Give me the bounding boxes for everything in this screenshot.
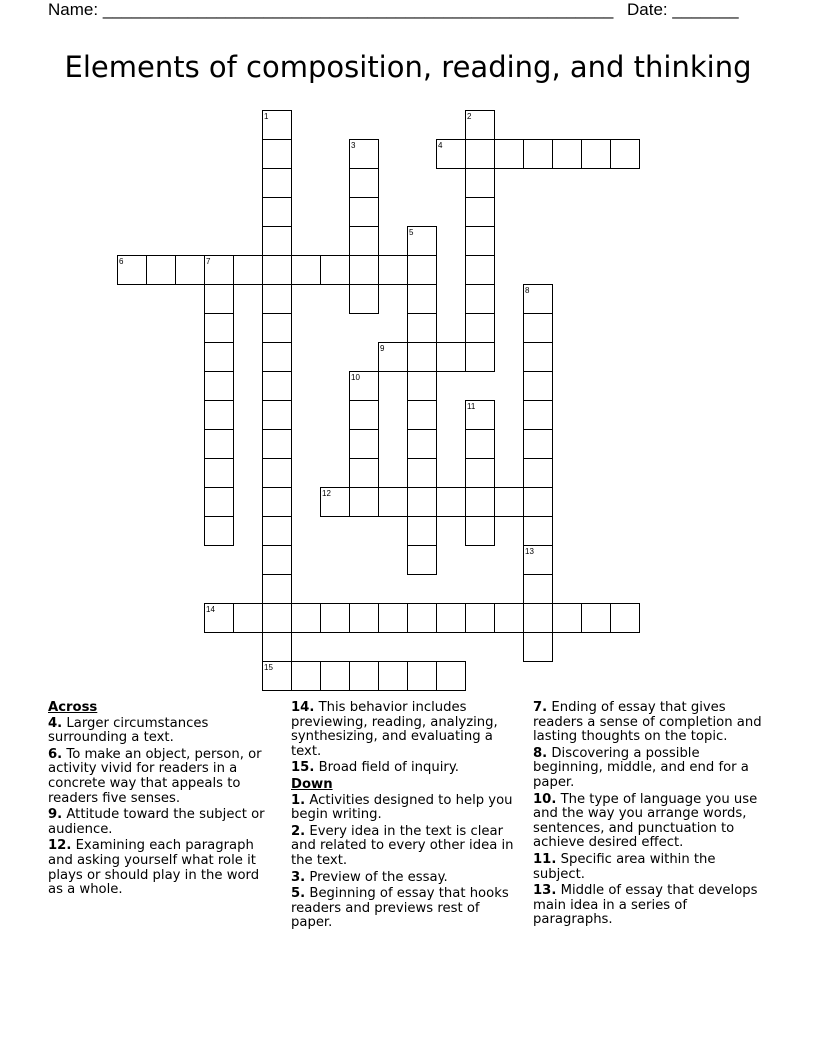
crossword-cell[interactable] xyxy=(262,458,292,488)
clue-down-11 xyxy=(533,853,769,882)
crossword-cell[interactable] xyxy=(407,313,437,343)
clue-number: 4. xyxy=(48,715,63,731)
crossword-cell[interactable] xyxy=(407,603,437,633)
crossword-cell[interactable] xyxy=(523,632,553,662)
crossword-cell[interactable] xyxy=(349,284,379,314)
clue-number: 12. xyxy=(48,838,72,854)
clue-text: Broad field of inquiry. xyxy=(318,760,459,776)
crossword-cell[interactable] xyxy=(349,371,379,401)
crossword-cell[interactable] xyxy=(233,255,263,285)
crossword-cell[interactable] xyxy=(523,545,553,575)
crossword-cell[interactable] xyxy=(233,603,263,633)
crossword-cell[interactable] xyxy=(262,197,292,227)
cell-number: 1 xyxy=(264,112,269,121)
crossword-cell[interactable] xyxy=(523,516,553,546)
clue-down-10 xyxy=(533,793,769,851)
clue-number: 1. xyxy=(291,792,306,808)
clue-number: 5. xyxy=(291,886,306,902)
crossword-cell[interactable] xyxy=(378,487,408,517)
clue-text: To make an object, person, or activity vivid for readers in a concrete way that appeals to readers five senses. xyxy=(48,746,262,806)
crossword-cell[interactable] xyxy=(581,139,611,169)
date-label: Date: xyxy=(627,0,668,19)
clue-number: 6. xyxy=(48,746,63,762)
cell-number: 15 xyxy=(264,663,273,672)
crossword-cell[interactable] xyxy=(204,516,234,546)
clue-text: Beginning of essay that hooks readers and previews rest of paper. xyxy=(291,886,509,931)
cell-number: 11 xyxy=(467,402,476,411)
cell-number: 5 xyxy=(409,228,414,237)
clue-number: 3. xyxy=(291,869,306,885)
crossword-cell[interactable] xyxy=(407,255,437,285)
crossword-cell[interactable] xyxy=(407,371,437,401)
crossword-cell[interactable] xyxy=(349,197,379,227)
crossword-cell[interactable] xyxy=(262,168,292,198)
cell-number: 2 xyxy=(467,112,472,121)
crossword-cell[interactable] xyxy=(204,371,234,401)
crossword-cell[interactable] xyxy=(523,574,553,604)
clue-down-3 xyxy=(291,871,515,886)
clue-down-7 xyxy=(533,701,769,745)
clue-text: Preview of the essay. xyxy=(309,869,448,885)
crossword-cell[interactable] xyxy=(552,603,582,633)
crossword-cell[interactable] xyxy=(523,139,553,169)
crossword-cell[interactable] xyxy=(407,226,437,256)
clues-column-1 xyxy=(48,701,274,900)
crossword-cell[interactable] xyxy=(262,400,292,430)
crossword-cell[interactable] xyxy=(262,661,292,691)
clue-text: Every idea in the text is clear and related to every other idea in the text. xyxy=(291,823,514,868)
crossword-cell[interactable] xyxy=(262,139,292,169)
crossword-cell[interactable] xyxy=(262,632,292,662)
crossword-cell[interactable] xyxy=(523,400,553,430)
crossword-cell[interactable] xyxy=(320,661,350,691)
clue-across-12 xyxy=(48,839,274,897)
crossword-cell[interactable] xyxy=(436,139,466,169)
clue-text: Specific area within the subject. xyxy=(533,851,716,882)
clue-number: 14. xyxy=(291,700,315,715)
crossword-cell[interactable] xyxy=(204,603,234,633)
clue-number: 8. xyxy=(533,745,548,761)
crossword-cell[interactable] xyxy=(204,429,234,459)
clues-column-3 xyxy=(533,701,769,930)
crossword-cell[interactable] xyxy=(436,342,466,372)
cell-number: 7 xyxy=(206,257,211,266)
crossword-cell[interactable] xyxy=(262,603,292,633)
crossword-cell[interactable] xyxy=(204,313,234,343)
crossword-cell[interactable] xyxy=(407,342,437,372)
clue-across-9 xyxy=(48,808,274,837)
crossword-cell[interactable] xyxy=(378,603,408,633)
crossword-cell[interactable] xyxy=(407,400,437,430)
clue-text: The type of language you use and the way you arrange words, sentences, and punctuation to achieve desired effect. xyxy=(533,791,758,851)
crossword-cell[interactable] xyxy=(465,487,495,517)
clue-text: Larger circumstances surrounding a text. xyxy=(48,715,209,746)
clue-text: Middle of essay that develops main idea in a series of paragraphs. xyxy=(533,883,758,928)
crossword-cell[interactable] xyxy=(523,284,553,314)
crossword-cell[interactable] xyxy=(291,661,321,691)
crossword-cell[interactable] xyxy=(262,574,292,604)
crossword-cell[interactable] xyxy=(465,226,495,256)
crossword-cell[interactable] xyxy=(349,603,379,633)
crossword-cell[interactable] xyxy=(262,226,292,256)
clue-text: Activities designed to help you begin writing. xyxy=(291,792,513,823)
clues-column-2 xyxy=(291,701,515,933)
crossword-cell[interactable] xyxy=(465,400,495,430)
clue-down-13 xyxy=(533,884,769,928)
clue-number: 10. xyxy=(533,791,557,807)
crossword-cell[interactable] xyxy=(407,545,437,575)
crossword-cell[interactable] xyxy=(494,139,524,169)
clue-number: 11. xyxy=(533,851,557,867)
clue-across-6 xyxy=(48,748,274,806)
crossword-cell[interactable] xyxy=(291,603,321,633)
crossword-cell[interactable] xyxy=(262,284,292,314)
date-blank: _______ xyxy=(672,0,739,19)
name-blank: ______________________________________________________ xyxy=(102,0,614,19)
crossword-cell[interactable] xyxy=(465,516,495,546)
cell-number: 14 xyxy=(206,605,215,614)
crossword-cell[interactable] xyxy=(204,342,234,372)
crossword-cell[interactable] xyxy=(407,487,437,517)
clue-number: 7. xyxy=(533,700,548,715)
cell-number: 8 xyxy=(525,286,530,295)
crossword-cell[interactable] xyxy=(436,661,466,691)
clue-number: 9. xyxy=(48,807,63,823)
clue-across-15 xyxy=(291,761,515,776)
crossword-cell[interactable] xyxy=(262,255,292,285)
crossword-cell[interactable] xyxy=(349,458,379,488)
clue-down-1 xyxy=(291,794,515,823)
across-heading: Across xyxy=(48,700,98,715)
crossword-cell[interactable] xyxy=(407,661,437,691)
crossword-cell[interactable] xyxy=(320,603,350,633)
crossword-cell[interactable] xyxy=(407,516,437,546)
clue-text: Attitude toward the subject or audience. xyxy=(48,807,265,837)
crossword-cell[interactable] xyxy=(349,226,379,256)
crossword-cell[interactable] xyxy=(320,255,350,285)
crossword-cell[interactable] xyxy=(146,255,176,285)
clue-number: 2. xyxy=(291,823,306,839)
crossword-cell[interactable] xyxy=(262,110,292,140)
down-heading: Down xyxy=(291,776,333,792)
clue-text: Ending of essay that gives readers a sense of completion and lasting thoughts on the topic. xyxy=(533,700,762,745)
cell-number: 13 xyxy=(525,547,534,556)
crossword-cell[interactable] xyxy=(175,255,205,285)
crossword-cell[interactable] xyxy=(523,487,553,517)
crossword-cell[interactable] xyxy=(407,458,437,488)
crossword-cell[interactable] xyxy=(117,255,147,285)
clue-text: This behavior includes previewing, reading, analyzing, synthesizing, and evaluating a text. xyxy=(291,700,498,759)
crossword-cell[interactable] xyxy=(204,284,234,314)
crossword-cell[interactable] xyxy=(523,458,553,488)
crossword-cell[interactable] xyxy=(262,545,292,575)
crossword-cell[interactable] xyxy=(204,487,234,517)
crossword-cell[interactable] xyxy=(262,429,292,459)
crossword-cell[interactable] xyxy=(465,342,495,372)
cell-number: 4 xyxy=(438,141,443,150)
crossword-cell[interactable] xyxy=(494,487,524,517)
cell-number: 10 xyxy=(351,373,360,382)
crossword-cell[interactable] xyxy=(523,603,553,633)
crossword-cell[interactable] xyxy=(349,255,379,285)
crossword-cell[interactable] xyxy=(349,139,379,169)
crossword-cell[interactable] xyxy=(465,313,495,343)
crossword-cell[interactable] xyxy=(204,458,234,488)
crossword-cell[interactable] xyxy=(465,168,495,198)
crossword-cell[interactable] xyxy=(465,429,495,459)
crossword-cell[interactable] xyxy=(407,429,437,459)
crossword-cell[interactable] xyxy=(523,313,553,343)
crossword-cell[interactable] xyxy=(378,342,408,372)
crossword-cell[interactable] xyxy=(291,255,321,285)
crossword-cell[interactable] xyxy=(465,458,495,488)
crossword-cell[interactable] xyxy=(378,661,408,691)
clue-across-4 xyxy=(48,717,274,746)
crossword-cell[interactable] xyxy=(523,429,553,459)
crossword-cell[interactable] xyxy=(610,603,640,633)
clue-number: 13. xyxy=(533,883,557,899)
clue-down-5 xyxy=(291,887,515,931)
crossword-cell[interactable] xyxy=(349,487,379,517)
crossword-cell[interactable] xyxy=(349,168,379,198)
clue-down-2 xyxy=(291,825,515,869)
cell-number: 6 xyxy=(119,257,124,266)
crossword-cell[interactable] xyxy=(465,255,495,285)
crossword-cell[interactable] xyxy=(523,342,553,372)
cell-number: 12 xyxy=(322,489,331,498)
crossword-cell[interactable] xyxy=(349,661,379,691)
clue-down-8 xyxy=(533,747,769,791)
cell-number: 3 xyxy=(351,141,356,150)
crossword-cell[interactable] xyxy=(204,400,234,430)
crossword-cell[interactable] xyxy=(262,342,292,372)
crossword-cell[interactable] xyxy=(349,400,379,430)
crossword-cell[interactable] xyxy=(465,284,495,314)
cell-number: 9 xyxy=(380,344,385,353)
crossword-cell[interactable] xyxy=(436,487,466,517)
crossword-cell[interactable] xyxy=(610,139,640,169)
crossword-cell[interactable] xyxy=(436,603,466,633)
crossword-cell[interactable] xyxy=(465,139,495,169)
crossword-cell[interactable] xyxy=(523,371,553,401)
crossword-cell[interactable] xyxy=(378,255,408,285)
clue-number: 15. xyxy=(291,760,315,776)
crossword-cell[interactable] xyxy=(465,603,495,633)
crossword-cell[interactable] xyxy=(262,487,292,517)
crossword-cell[interactable] xyxy=(407,284,437,314)
crossword-cell[interactable] xyxy=(320,487,350,517)
crossword-cell[interactable] xyxy=(349,429,379,459)
crossword-cell[interactable] xyxy=(465,110,495,140)
crossword-cell[interactable] xyxy=(262,371,292,401)
crossword-cell[interactable] xyxy=(262,516,292,546)
page-title: Elements of composition, reading, and thinking xyxy=(64,50,752,84)
crossword-cell[interactable] xyxy=(262,313,292,343)
crossword-cell[interactable] xyxy=(204,255,234,285)
crossword-cell[interactable] xyxy=(552,139,582,169)
crossword-cell[interactable] xyxy=(581,603,611,633)
clue-text: Examining each paragraph and asking yourself what role it plays or should play in the word as a whole. xyxy=(48,838,260,898)
clue-text: Discovering a possible beginning, middle, and end for a paper. xyxy=(533,745,749,790)
name-label: Name: xyxy=(48,0,99,19)
crossword-cell[interactable] xyxy=(494,603,524,633)
clue-across-14 xyxy=(291,701,515,759)
crossword-cell[interactable] xyxy=(465,197,495,227)
